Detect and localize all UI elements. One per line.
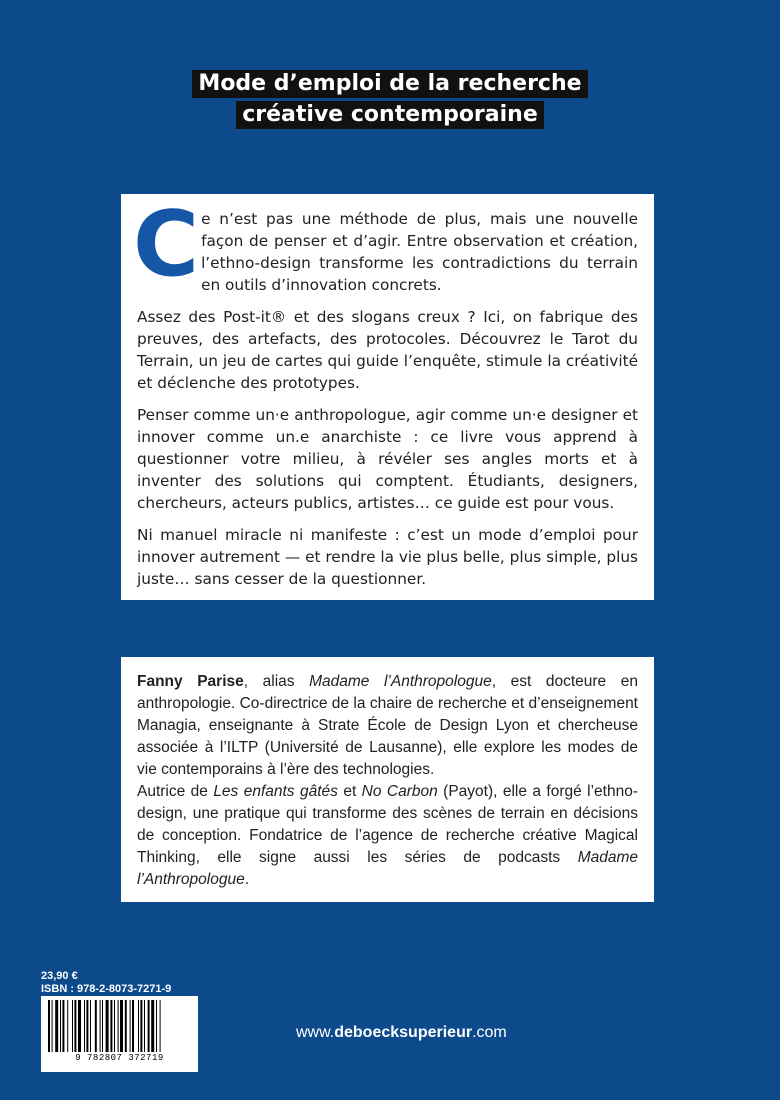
- barcode-bar: [55, 1000, 58, 1052]
- barcode-bar: [156, 1000, 157, 1052]
- barcode-bar: [140, 1000, 142, 1052]
- author-text-2: , est docteure en anthropologie. Co-directrice de la chaire de recherche et d’enseignement Managia, enseignante à Strate École de Design Lyon et chercheuse associée à l’ILTP (Université de Lausanne), elle explore les modes de vie contemporains à l’ère des technologies.: [137, 673, 638, 778]
- author-bio-paragraph-2: [137, 781, 638, 891]
- barcode-bar: [138, 1000, 139, 1052]
- barcode: [41, 996, 198, 1072]
- title-line-2: créative contemporaine: [236, 101, 544, 129]
- blurb-paragraph-1: e n’est pas une méthode de plus, mais une nouvelle façon de penser et d’agir. Entre observation et création, l’ethno-design transforme les contradictions du terrain en outils d’innovation concrets.: [201, 210, 638, 294]
- barcode-digits: 9 782807 372719: [75, 1053, 164, 1063]
- barcode-bar: [160, 1000, 161, 1052]
- barcode-bar: [90, 1000, 91, 1052]
- barcode-bar: [151, 1000, 154, 1052]
- barcode-bar: [100, 1000, 101, 1052]
- barcode-bars: [46, 1000, 193, 1052]
- podcast-title: Madame l’Anthropologue: [137, 849, 638, 888]
- blurb-paragraph-4: Ni manuel miracle ni manifeste : c’est un mode d’emploi pour innover autrement — et rendre la vie plus belle, plus simple, plus juste… sans cesser de la questionner.: [137, 526, 638, 588]
- blurb-box: [121, 194, 654, 600]
- barcode-bar: [130, 1000, 131, 1052]
- barcode-bar: [102, 1000, 103, 1052]
- publisher-website: [296, 1024, 507, 1042]
- price-label: 23,90 €: [41, 970, 78, 982]
- barcode-bar: [84, 1000, 85, 1052]
- barcode-bar: [125, 1000, 127, 1052]
- barcode-bar: [114, 1000, 115, 1052]
- barcode-bar: [118, 1000, 119, 1052]
- back-cover-title: [0, 70, 780, 132]
- barcode-bar: [148, 1000, 150, 1052]
- author-bio-box: [121, 657, 654, 902]
- barcode-bar: [110, 1000, 112, 1052]
- author-text-1: , alias: [243, 673, 310, 690]
- website-suffix: .com: [472, 1024, 507, 1041]
- barcode-bar: [67, 1000, 68, 1052]
- barcode-bar: [120, 1000, 123, 1052]
- blurb-paragraph-3: Penser comme un·e anthropologue, agir comme un·e designer et innover comme un.e anarchiste : ce livre vous apprend à questionner votre milieu, à révéler ses angles morts et à inventer des solutions qui comptent. Étudiants, designers, chercheurs, acteurs publics, artistes… ce guide est pour vous.: [137, 406, 638, 512]
- barcode-bar: [72, 1000, 73, 1052]
- website-prefix: www.: [296, 1024, 335, 1041]
- dropcap-letter: C: [133, 192, 200, 297]
- author-bio-paragraph-1: [137, 671, 638, 781]
- blurb-paragraph-2: Assez des Post-it® et des slogans creux ? Ici, on fabrique des preuves, des artefacts, des protocoles. Découvrez le Tarot du Terrain, un jeu de cartes qui guide l’enquête, stimule la créativité et déclenche des prototypes.: [137, 308, 638, 392]
- barcode-bar: [106, 1000, 109, 1052]
- title-line-1: Mode d’emploi de la recherche: [192, 70, 587, 98]
- isbn-label: ISBN : 978-2-8073-7271-9: [41, 983, 172, 995]
- author-text-4: et: [337, 783, 362, 800]
- author-alias: Madame l’Anthropologue: [309, 673, 492, 690]
- author-text-5: (Payot), elle a forgé l’ethno-design, une pratique qui transforme des scènes de terrain en décisions de conception. Fondatrice de l’agence de recherche créative Magical Thinking, elle signe aussi les séries de podcasts: [137, 783, 638, 866]
- barcode-bar: [60, 1000, 61, 1052]
- barcode-bar: [48, 1000, 50, 1052]
- book-title-1: Les enfants gâtés: [213, 783, 338, 800]
- price-block: [41, 970, 171, 996]
- barcode-bar: [74, 1000, 76, 1052]
- barcode-bar: [86, 1000, 88, 1052]
- barcode-bar: [95, 1000, 97, 1052]
- author-name: Fanny Parise: [137, 673, 244, 690]
- barcode-bar: [62, 1000, 64, 1052]
- book-title-2: No Carbon: [361, 783, 438, 800]
- author-text-6: .: [244, 871, 250, 888]
- barcode-bar: [78, 1000, 81, 1052]
- website-domain: deboecksuperieur: [334, 1024, 473, 1041]
- author-text-3: Autrice de: [137, 783, 214, 800]
- barcode-bar: [52, 1000, 53, 1052]
- barcode-bar: [132, 1000, 134, 1052]
- barcode-bar: [144, 1000, 145, 1052]
